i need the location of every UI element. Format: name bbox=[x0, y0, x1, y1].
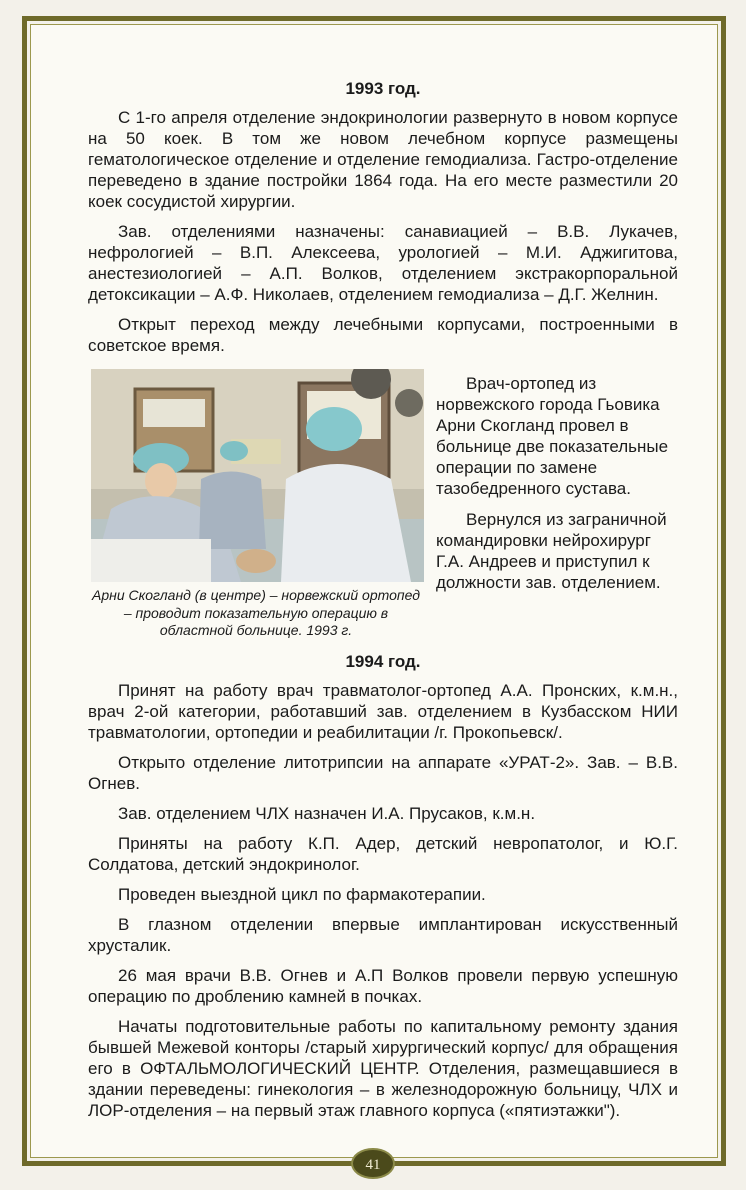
paragraph: Начаты подготовительные работы по капитальному ремонту здания бывшей Межевой конторы /старый хирургический корпус/ для обращения его в ОФТАЛЬМОЛОГИЧЕСКИЙ ЦЕНТР. Отделения, размещавшиеся в здании переведены: гинекология – в железнодорожную больницу, ЧЛХ и ЛОР-отделения – на первый этаж главного корпуса («пятиэтажки"). bbox=[88, 1017, 678, 1120]
paragraph: Открыто отделение литотрипсии на аппарате «УРАТ-2». Зав. – В.В. Огнев. bbox=[88, 753, 678, 793]
paragraph: Врач-ортопед из норвежского города Гьовика Арни Скогланд провел в больнице две показательные операции по замене тазобедренного сустава. bbox=[436, 374, 669, 498]
paragraph: С 1-го апреля отделение эндокринологии развернуто в новом корпусе на 50 коек. В том же новом лечебном корпусе размещены гематологическое отделение и отделение гемодиализа. Гастро-отделение переведено в здание постройки 1864 года. На его месте разместили 20 коек сосудистой хирургии. bbox=[88, 108, 678, 211]
paragraph: Проведен выездной цикл по фармакотерапии. bbox=[118, 885, 486, 904]
paragraph: Принят на работу врач травматолог-ортопед А.А. Пронских, к.м.н., врач 2-ой категории, работавший зав. отделением в Кузбасском НИИ травматологии, ортопедии и реабилитации /г. Прокопьевск/. bbox=[88, 681, 678, 742]
paragraph: Открыт переход между лечебными корпусами, построенными в советское время. bbox=[88, 315, 678, 355]
paragraph: Зав. отделением ЧЛХ назначен И.А. Прусаков, к.м.н. bbox=[118, 804, 536, 823]
paragraph: В глазном отделении впервые имплантирован искусственный хрусталик. bbox=[88, 915, 678, 955]
photo-caption: Арни Скогланд (в центре) – норвежский ортопед – проводит показательную операцию в областной больнице. 1993 г. bbox=[92, 587, 420, 638]
paragraph: Приняты на работу К.П. Адер, детский невропатолог, и Ю.Г. Солдатова, детский эндокринолог. bbox=[88, 834, 678, 874]
paragraph: Зав. отделениями назначены: санавиацией – В.В. Лукачев, нефрологией – В.П. Алексеева, урологией – М.И. Аджигитова, анестезиологией – А.П. Волков, отделением экстракорпоральной детоксикации – А.Ф. Николаев, отделением гемодиализа – Д.Г. Желнин. bbox=[88, 222, 678, 304]
paragraph: Вернулся из заграничной командировки нейрохирург Г.А. Андреев и приступил к должности зав. отделением. bbox=[436, 510, 667, 592]
page-number-badge: 41 bbox=[351, 1148, 395, 1179]
section-title-1993: 1993 год. bbox=[345, 79, 421, 98]
paragraph: 26 мая врачи В.В. Огнев и А.П Волков провели первую успешную операцию по дроблению камней в почках. bbox=[88, 966, 678, 1006]
photo-figure-block bbox=[88, 365, 678, 645]
surgery-photo bbox=[91, 369, 424, 582]
section-title-1994: 1994 год. bbox=[345, 652, 421, 671]
side-text-column bbox=[436, 373, 678, 603]
page-content bbox=[88, 78, 678, 1130]
